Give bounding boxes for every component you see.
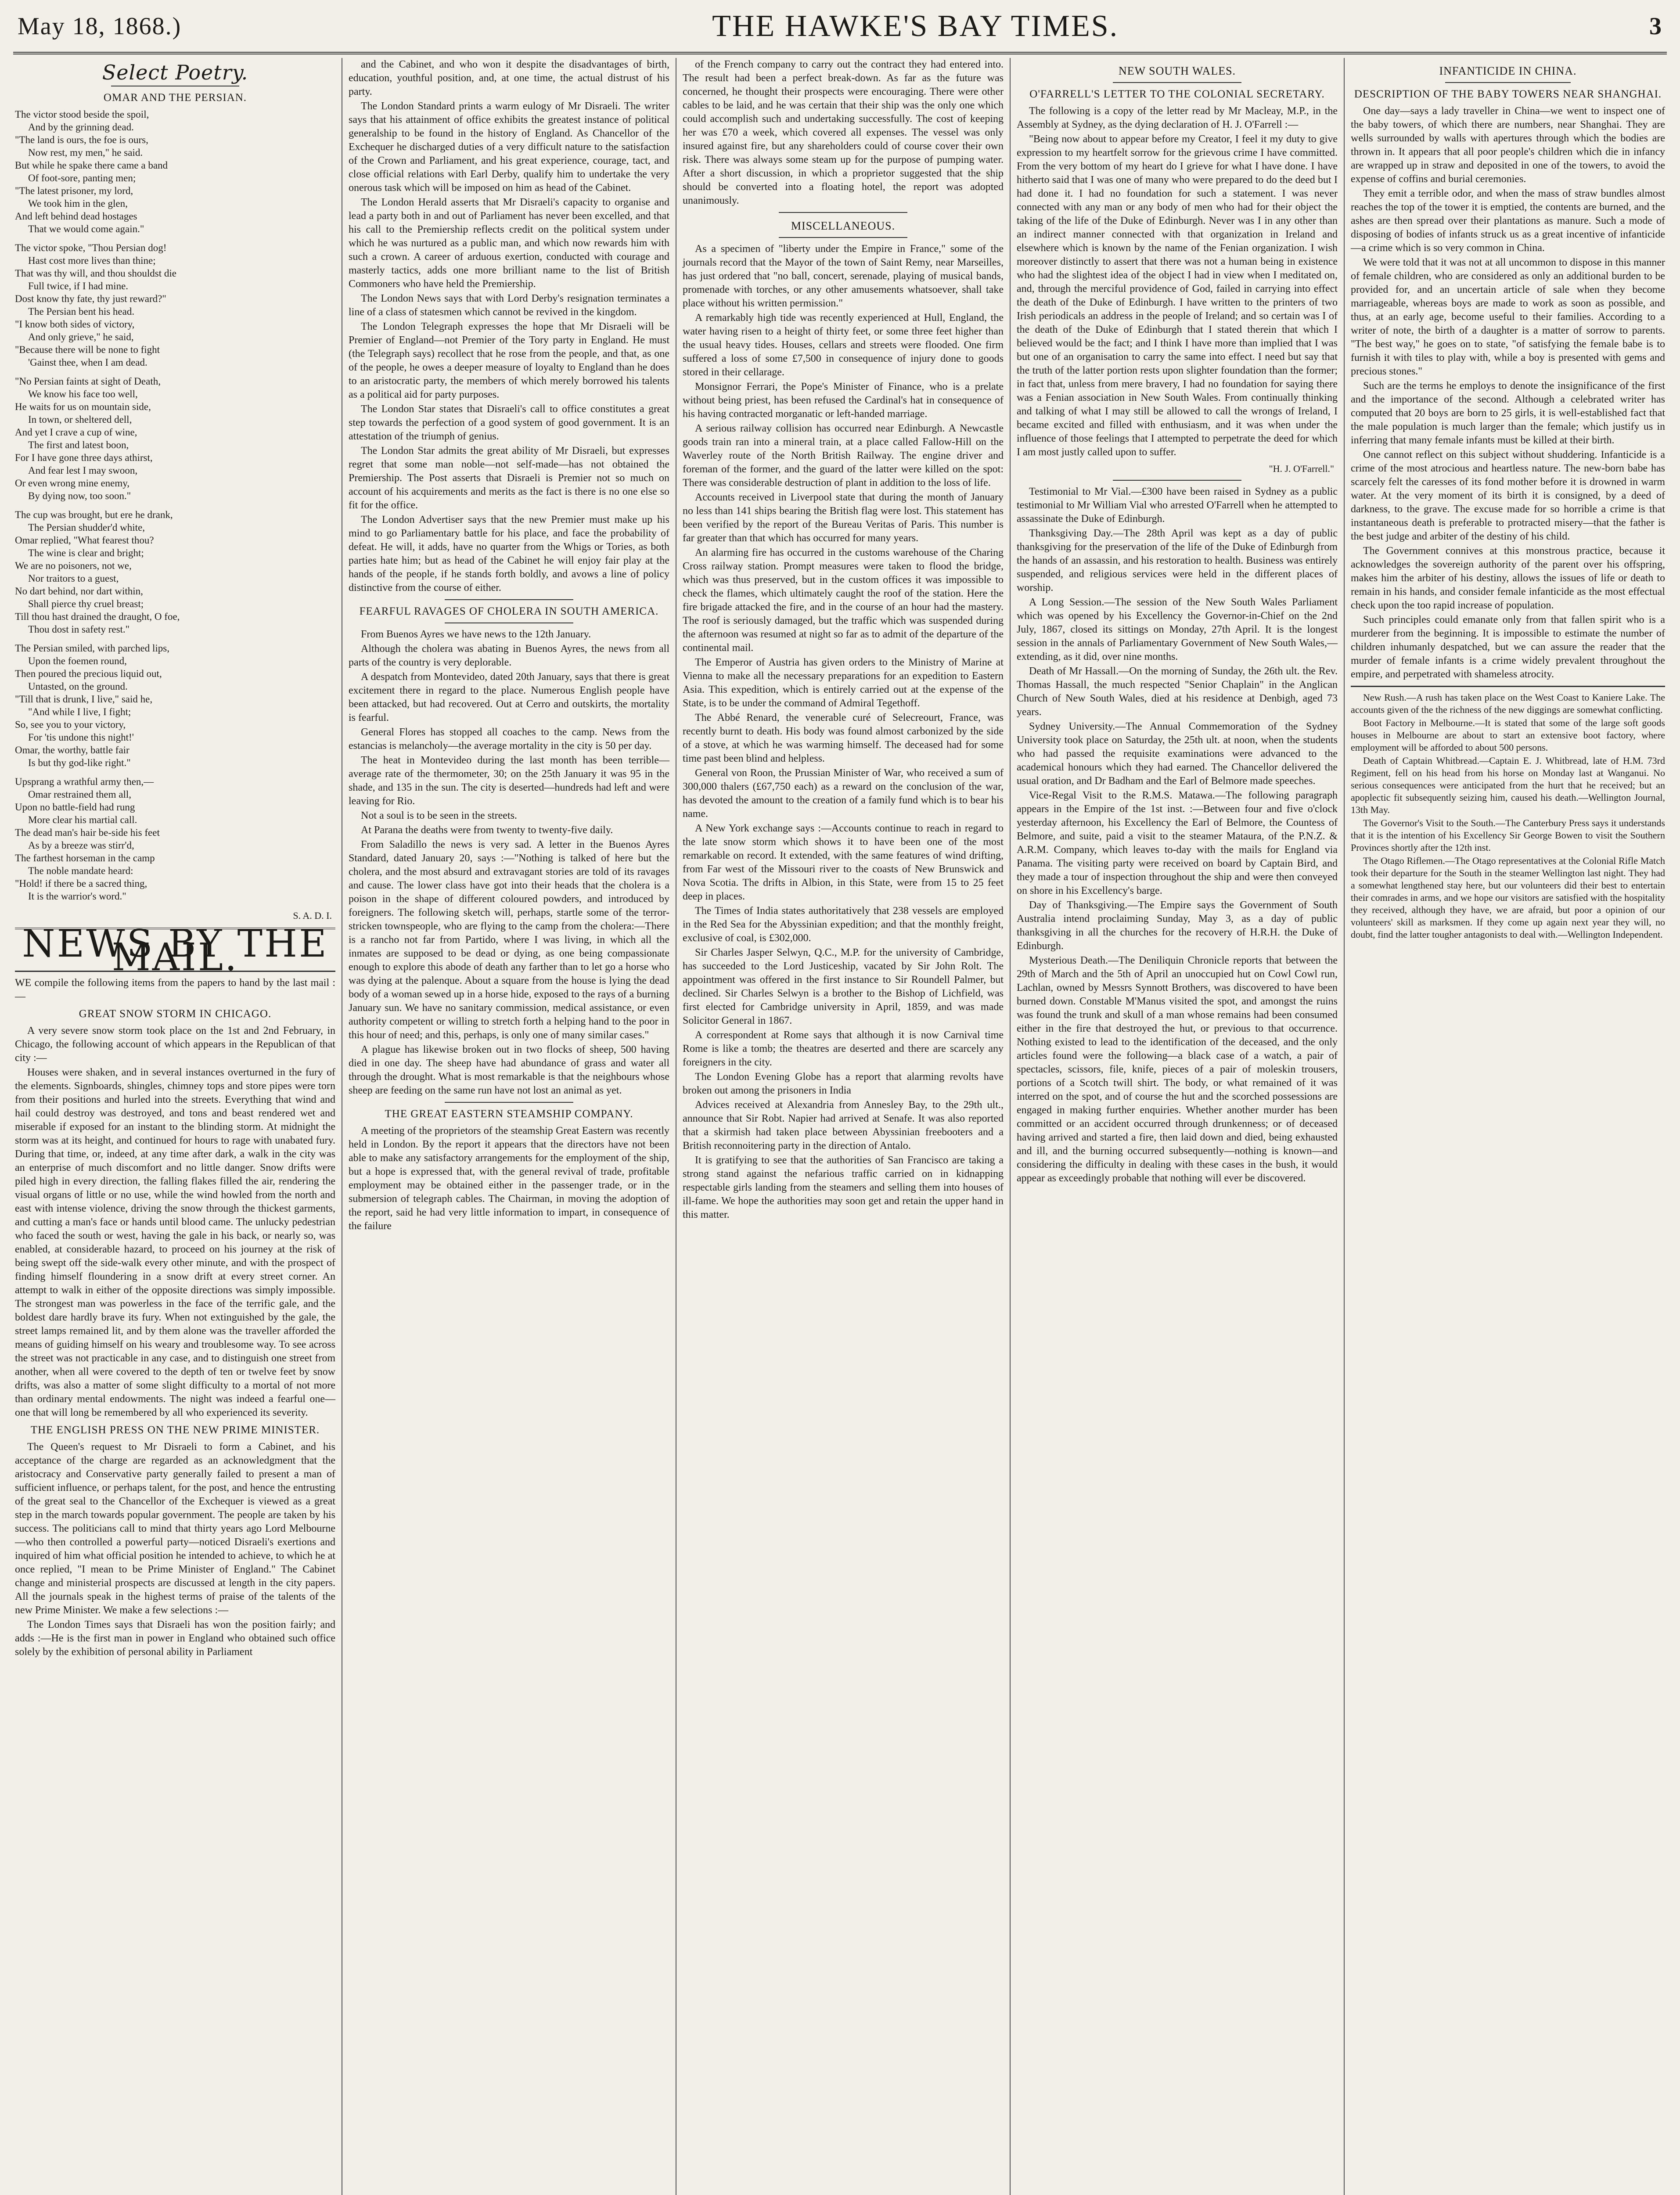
paragraph: Boot Factory in Melbourne.—It is stated that some of the large soft goods houses in Melbourne are about to start an extensive boot factory, where employment will be afforded to about 500 persons. [1351,717,1665,753]
divider [1351,686,1665,687]
paragraph: Such are the terms he employs to denote the insignificance of the first and the importance of the second. Although a celebrated writer has computed that 20 boys are born to 25 girls, it is well-established fact that the male population is much larger than the female; which justify us in inferring that many female infants must be killed at their birth. [1351,380,1665,446]
poem-line: We know his face too well, [28,389,138,399]
poem-line: For I have gone three days athirst, [15,452,153,463]
poem-stanza [15,775,335,903]
paragraph: The Governor's Visit to the South.—The Canterbury Press says it understands that it is the intention of his Excellency Sir George Bowen to visit the Southern Provinces shortly after the 12th inst. [1351,817,1665,853]
paragraph: Advices received at Alexandria from Annesley Bay, to the 29th ult., announce that Sir Robt. Napier had arrived at Senafe. It was also reported that a skirmish had taken place between Abyssinian freebooters and a British reconnoitering party in the direction of Antalo. [683,1099,1004,1151]
paragraph: From Saladillo the news is very sad. A letter in the Buenos Ayres Standard, dated January 20, says :—"Nothing is talked of here but the cholera, and the most absurd and extravagant stories are told of its ravages and cause. The lower class have got into their heads that the cholera is a poison in the shape of different coloured powders, and introduced by foreigners. The following sketch will, perhaps, startle some of the terror-stricken townspeople, who are flying to the camp from the cholera:—There is a rancho not far from Partido, where I was living, in which all the inmates are supposed to be dead or dying, as one being compassionate enough to explore this abode of death any farther than to let go a horse who was dying at the palenque. About a square from the house is lying the dead body of a woman sewed up in a horse hide, exposed to the rays of a burning January sun. We have no sanitary commission, medical assistance, or even authority competent or willing to stretch forth a helping hand to the poor in this hour of need; and this, perhaps, is only one of many similar cases." [349,839,669,1041]
column-5 [1345,58,1671,2195]
paragraph: Monsignor Ferrari, the Pope's Minister of Finance, who is a prelate without being priest, has been refused the Cardinal's hat in consequence of his having contracted morganatic or left-handed marriage. [683,381,1004,420]
poem-line: As by a breeze was stirr'd, [28,840,134,851]
paragraph: Accounts received in Liverpool state that during the month of January no less than 141 ships bearing the British flag were lost. This statement has been verified by the report of the Bureau Veritas of Paris. This number is far greater than that which has occurred for many years. [683,492,1004,544]
poem-line: The victor stood beside the spoil, [15,109,149,120]
paragraph: The Abbé Renard, the venerable curé of Selecreourt, France, was recently burnt to death. His body was found almost carbonized by the side of a stove, at which he was warming himself. The deceased had for some time past been blind and helpless. [683,712,1004,764]
masthead-date: May 18, 1868.) [18,13,182,40]
article-heading: O'FARRELL'S LETTER TO THE COLONIAL SECRETARY. [1029,88,1325,100]
paragraph: Death of Mr Hassall.—On the morning of Sunday, the 26th ult. the Rev. Thomas Hassall, the much respected "Senior Chaplain" in the Anglican Church of New South Wales, died at his residence at Denbigh, aged 73 years. [1017,666,1338,718]
paragraph: The London Telegraph expresses the hope that Mr Disraeli will be Premier of England—not Premier of the Tory party in England. He must (the Telegraph says) recollect that he rose from the people, and that, as one of the people, he owes a deeper measure of loyalty to England than he does to an aristocratic party, the members of which merely borrowed his talents as a political aid for party purposes. [349,321,669,400]
paragraph: The Government connives at this monstrous practice, because it acknowledges the sovereign authority of the parent over his offspring, makes him the arbiter of his destiny, allows the issues of life or death to remain in his hands, and consider female infanticide as the most effectual check upon the too rapid increase of population. [1351,545,1665,611]
page-number: 3 [1649,13,1662,40]
news-intro: WE compile the following items from the papers to hand by the last mail :— [15,977,335,1002]
poem-line: The wine is clear and bright; [28,547,144,558]
poem-line: The noble mandate heard: [28,865,133,876]
poem-line: Untasted, on the ground. [28,681,128,692]
newspaper-title: THE HAWKE'S BAY TIMES. [712,9,1119,43]
divider [779,237,907,238]
paragraph: Sir Charles Jasper Selwyn, Q.C., M.P. for the university of Cambridge, has succeeded to the Lord Justiceship, vacated by Sir John Rolt. The appointment was offered in the first instance to Sir Roundell Palmer, but declined. Sir Charles Selwyn is a brother to the Bishop of Lichfield, was first elected for Cambridge university in April, 1859, and was made Solicitor General in 1867. [683,947,1004,1026]
paragraph: Not a soul is to be seen in the streets. [361,810,517,821]
paragraph: The London Times says that Disraeli has won the position fairly; and adds :—He is the first man in power in England who obtained such office solely by the exhibition of personal ability in Parliament [15,1619,335,1658]
nsw-news-items [1017,485,1338,1185]
paragraph: One cannot reflect on this subject without shuddering. Infanticide is a crime of the most atrocious and heartless nature. The new-born babe has scarcely felt the caresses of its fond mother before it is drowned in warm water. At the very moment of its birth it is consigned, by a deed of darkness, to the grave. The excuse made for so horrible a crime is that instantaneous death is preferable to protracted misery—that the father is the best judge and arbiter of the destiny of his child. [1351,449,1665,542]
poem-line: "No Persian faints at sight of Death, [15,376,161,387]
poem-line: Nor traitors to a guest, [28,573,119,584]
poem-line: And by the grinning dead. [28,122,134,133]
poem-line: Hast cost more lives than thine; [28,255,156,266]
article-heading: GREAT SNOW STORM IN CHICAGO. [79,1008,272,1020]
paragraph: A very severe snow storm took place on the 1st and 2nd February, in Chicago, the following account of which appears in the Republican of that city :— [15,1025,335,1064]
poem-line: "The land is ours, the foe is ours, [15,134,148,145]
paragraph: As a specimen of "liberty under the Empire in France," some of the journals record that the Mayor of the town of Saint Remy, near Marseilles, has just ordered that "no ball, concert, serenade, playing of musical bands, promenade with torches, or any other amusements whatsoever, shall take place without his written permission." [683,243,1004,309]
article-heading: THE GREAT EASTERN STEAMSHIP COMPANY. [385,1108,633,1120]
paragraph: and the Cabinet, and who won it despite the disadvantages of birth, education, youthful position, and, at one time, the actual distrust of his party. [349,59,669,97]
poem-signature: S. A. D. I. [293,910,332,921]
article-great-eastern-continued [683,58,1004,208]
poem [15,108,335,903]
poem-line: "Till that is drunk, I live," said he, [15,694,153,705]
poem-line: "Hold! if there be a sacred thing, [15,878,147,889]
poem-line: The Persian shudder'd white, [28,522,145,533]
poem-line: The cup was brought, but ere he drank, [15,509,173,520]
paragraph: A Long Session.—The session of the New South Wales Parliament which was opened by his Excellency the Governor-in-Chief on the 2nd July, 1867, closed its sittings on Monday, 27th April. It is the longest session in the annals of Parliamentary Government of New South Wales,—extending, as it did, over nine months. [1017,597,1338,662]
paragraph: The Queen's request to Mr Disraeli to form a Cabinet, and his acceptance of the charge are regarded as an acknowledgment that the aristocracy and Conservative party generally failed to present a man of sufficient influence, or perhaps talent, for the post, and hence the entrusting of the great seal to the Chancellor of the Exchequer is viewed as a great step in the march towards popular government. The people are taken by his success. The politicians call to mind that thirty years ago Lord Melbourne—who then controlled a powerful party—noticed Disraeli's exertions and inquired of him what official position he intended to achieve, to which he at once replied, "I mean to be Prime Minister of England." The Cabinet change and ministerial prospects are discussed at length in the city papers. All the journals speak in the highest terms of praise of the talents of the new Prime Minister. We make a few selections :— [15,1441,335,1616]
paragraph: The heat in Montevideo during the last month has been terrible—average rate of the thermometer, 30; on the 25th January it was 95 in the shade, and 135 in the sun. The city is deserted—hundreds had left and were leaving for Rio. [349,755,669,807]
poem-title: OMAR AND THE PERSIAN. [103,92,247,104]
poem-line: "And while I live, I fight; [28,706,131,717]
article-ofarrell-letter [1017,133,1338,459]
news-by-mail-heading: NEWS BY THE MAIL. [22,922,328,979]
paragraph: A remarkably high tide was recently experienced at Hull, England, the water having risen to a height of thirty feet, or some three feet higher than the usual heavy tides. Houses, cellars and streets were flooded. One firm suffered a loss of some £7,500 in consequence of injury done to goods stored in their cellarage. [683,312,1004,378]
article-english-press-continued [349,58,669,595]
paragraph: It is gratifying to see that the authorities of San Francisco are taking a strong stand against the nefarious traffic carried on in kidnapping respectable girls landing from the steamers and selling them into houses of ill-fame. We hope the authorities may soon get and retain the upper hand in this matter. [683,1155,1004,1220]
poem-line: Till thou hast drained the draught, O foe, [15,611,180,622]
divider [1445,82,1571,83]
article-great-eastern [349,1124,669,1233]
column-2 [342,58,676,2195]
column-4 [1011,58,1344,2195]
paragraph: The Otago Riflemen.—The Otago representatives at the Colonial Rifle Match took their departure for the South in the steamer Wellington last night. They had a somewhat lengthened stay here, but our volunteers did their best to entertain their comrades in arms, and we hope our visitors are satisfied with the hospitality they received, although they have, we are afraid, but poor a opinion of our volunteers' skill as marksmen. If they come up again next year they will, no doubt, find the latter tougher antagonists to deal with.—Wellington Independent. [1351,855,1665,940]
divider [1113,480,1241,481]
poem-line: And only grieve," he said, [28,331,134,342]
section-title-poetry: Select Poetry. [102,61,248,84]
poem-line: Shall pierce thy cruel breast; [28,598,144,609]
poem-line: More clear his martial call. [28,814,137,825]
column-1 [9,58,342,2195]
article-english-press [15,1440,335,1659]
poem-line: Thou dost in safety rest." [28,624,130,635]
article-heading: THE ENGLISH PRESS ON THE NEW PRIME MINISTER. [30,1424,320,1436]
poem-stanza [15,508,335,636]
masthead [18,9,1662,44]
divider [779,212,907,213]
paragraph: They emit a terrible odor, and when the mass of straw bundles almost reaches the top of the tower it is emptied, the contents are burned, and the ashes are then spread over their plantations as manure. Such a mode of disposing of bodies of infants struck us as a great incentive of infanticide—a crime which is so very common in China. [1351,188,1665,254]
poem-line: So, see you to your victory, [15,719,126,730]
paragraph: General von Roon, the Prussian Minister of War, who received a sum of 300,000 thalers (£67,750 each) as a reward on the conclusion of the war, has devoted the amount to the creation of a family fund which is to bear his name. [683,767,1004,820]
poem-line: Of foot-sore, panting men; [28,173,136,184]
article-heading: NEW SOUTH WALES. [1118,65,1236,77]
paragraph: Mysterious Death.—The Deniliquin Chronicle reports that between the 29th of March and the 5th of April an unoccupied hut on Cowl Cowl run, Lachlan, owned by Messrs Synnott Brothers, was discovered to have been burned down. Constable M'Manus visited the spot, and amongst the ruins was found the trunk and skull of a man whose remains had been consumed either in the fire that destroyed the hut, or previous to that occurrence. Nothing existed to lead to the identification of the deceased, and the only articles found were the following—a black case of a watch, a pair of spectacles, scissors, file, knife, pieces of a pair of moleskin trousers, portions of a Scotch twill shirt. The body, or what remained of it was interred on the spot, and of course the hut and the scorched possessions are engaged in making further enquiries. Whether another murder has been committed or an accident occurred through drunkenness; or of deceased having arrived and started a fire, then laid down and died, being exhausted and ill, and the burning occurred subsequently—nothing is known—and considering the difficulty in dealing with these cases in the bush, it would appear as exceedingly probable that nothing will ever be discovered. [1017,955,1338,1184]
paragraph: A serious railway collision has occurred near Edinburgh. A Newcastle goods train ran into a mineral train, at a place called Fallow-Hill on the Waverley route of the North British Railway. The engine driver and foreman of the former, and the guard of the latter were killed on the spot: There was considerable destruction of plant in addition to the loss of life. [683,423,1004,489]
paragraph: A meeting of the proprietors of the steamship Great Eastern was recently held in London. By the report it appears that the directors have not been able to make any satisfactory arrangements for the employment of the ship, but a hope is expressed that, with the general revival of trade, profitable employment may be obtained either in the passenger trade, or in the submersion of telegraph cables. The Chairman, in moving the adoption of the report, said he had very little information to impart, in consequence of the failure [349,1125,669,1232]
poem-line: "Because there will be none to fight [15,344,160,355]
poem-line: And yet I crave a cup of wine, [15,427,137,438]
paragraph: We were told that it was not at all uncommon to dispose in this manner of female children, who are considered as only an additional burden to be provided for, and an uncertain article of sale when they become marriageable, whereas boys are made to work as soon as possible, and thus, at an early age, become useful to their families. According to a writer of note, the birth of a daughter is a matter of sorrow to parents. "The best way," he goes on to state, "of satisfying the female babe is to furnish it with tiles to play with, while a boy is presented with gems and precious stones." [1351,257,1665,377]
article-heading: DESCRIPTION OF THE BABY TOWERS NEAR SHANGHAI. [1354,88,1662,100]
paragraph: The Emperor of Austria has given orders to the Ministry of Marine at Vienna to make all the necessary preparations for an expedition to Eastern Asia. This expedition, which is entirely carried out at the expense of the State, is to be under the command of Admiral Tegethoff. [683,657,1004,709]
article-infanticide [1351,104,1665,681]
paragraph: New Rush.—A rush has taken place on the West Coast to Kaniere Lake. The accounts given of the the richness of the new diggings are somewhat conflicting. [1351,692,1665,715]
paragraph: A plague has likewise broken out in two flocks of sheep, 500 having died in one day. The sheep have had abundance of grass and water all through the drought. What is most remarkable is that the neighbours whose sheep are feeding on the same run have not lost an animal as yet. [349,1044,669,1096]
poem-line: The first and latest boon, [28,439,129,450]
poem-stanza [15,108,335,235]
paragraph: Day of Thanksgiving.—The Empire says the Government of South Australia intend proclaiming Sunday, May 3, as a day of public thanksgiving in all the churches for the recovery of H.R.H. the Duke of Edinburgh. [1017,900,1338,952]
paragraph: A New York exchange says :—Accounts continue to reach in regard to the late snow storm which shows it to have been one of the most remarkable on record. It extended, with the same features of wind drifting, from Far west of the Missouri river to the coasts of New Brunswick and Nova Scotia. The drifts in Albion, in this State, were from 15 to 25 feet deep in places. [683,823,1004,902]
article-heading: MISCELLANEOUS. [791,220,896,232]
poem-stanza [15,241,335,369]
divider [1113,82,1241,83]
local-news-items [1351,691,1665,941]
poem-line: No dart behind, nor dart within, [15,586,143,597]
poem-line: Omar, the worthy, battle fair [15,745,130,756]
paragraph: Although the cholera was abating in Buenos Ayres, the news from all parts of the country is very deplorable. [349,643,669,668]
divider [445,1102,573,1103]
poem-line: The dead man's hair be-side his feet [15,827,160,838]
poem-line: "I know both sides of victory, [15,319,135,330]
paragraph: The London News says that with Lord Derby's resignation terminates a line of a class of statesmen which cannot be revived in the kingdom. [349,293,669,318]
paragraph: A correspondent at Rome says that although it is now Carnival time Rome is like a tomb; the theatres are deserted and there are scarcely any foreigners in the city. [683,1029,1004,1068]
paragraph: "Being now about to appear before my Creator, I feel it my duty to give expression to my heartfelt sorrow for the grievous crime I have committed. From the very bottom of my heart do I grieve for what I have done. I have hitherto said that I was one of many who were prepared to do the deed but I had done it. I had no foundation for such a statement. I was never connected with any man or any body of men who had for their object the taking of the life of the Duke of Edinburgh. Never was I in any other than an indirect manner connected with that organization in Ireland and elsewhere which is known by the name of the Fenian organization. I wish moreover distinctly to assert that there was not a human being in existence who had the slightest idea of the object I had in view when I meditated on, and, through the merciful providence of God, failed in carrying into effect the death of the Duke of Edinburgh. I have written to the printers of two Irish periodicals an address in the people of Ireland; and so certain was I of the death of the Duke of Edinburgh that I stated therein that which I believed would be the fact; and I think I have more than implied that I was but one of an organisation to carry the same into effect. I need but say that the truth of the latter portion rests upon slighter foundation than the former; in fact that, unless from mere bravery, I had no foundation for saying there was a Fenian association in New South Wales. From continually thinking and talking of what I may still be allowed to call the wrongs of Ireland, I became excited and filled with enthusiasm, and it was when under the influence of those feelings that I attempted to perpetrate the deed for which I am most justly called upon to suffer. [1017,133,1338,458]
poem-line: Dost know thy fate, thy just reward?" [15,293,166,304]
poem-line: And left behind dead hostages [15,211,137,222]
column-3 [676,58,1010,2195]
paragraph: One day—says a lady traveller in China—we went to inspect one of the baby towers, of which there are numbers, near Shanghai. They are wells surrounded by walls with apertures through which the bodies are thrown in. It appears that all poor people's children which die in infancy are wrapped up in straw and deposited in one of the towers, to avoid the expense of coffins and burial ceremonies. [1351,105,1665,185]
masthead-rule [13,52,1667,54]
poem-line: Omar replied, "What fearest thou? [15,535,154,546]
poem-line: "The latest prisoner, my lord, [15,185,133,196]
paragraph: At Parana the deaths were from twenty to twenty-five daily. [361,824,613,836]
poem-line: We are no poisoners, not we, [15,560,132,571]
letter-signature: "H. J. O'Farrell." [1269,463,1334,474]
poem-line: Full twice, if I had mine. [28,281,129,291]
paragraph: of the French company to carry out the contract they had entered into. The result had been a perfect break-down. As far as the future was concerned, he thought their prospects were encouraging. There were other cables to be laid, and he was certain that their ship was the only one which could accomplish such and undertaking successfully. The cost of keeping her was £70 a week, which covered all expenses. The vessel was only insured against fire, but any shareholders could of course cover their own risk. There was always some steam up for the purpose of pumping water. After a short discussion, in which a proprietor suggested that the ship should be converted into a floating hotel, the report was adopted unanimously. [683,59,1004,206]
poem-line: 'Gainst thee, when I am dead. [28,357,147,368]
paragraph: An alarming fire has occurred in the customs warehouse of the Charing Cross railway station. Prompt measures were taken to flood the bridge, which was thus preserved, but in the custom offices it was impossible to check the flames, which ultimately caught the roof of the station. Here the fire brigade attacked the fire, and in the course of an hour had the mastery. The roof is seriously damaged, but the traffic which was suspended during the afternoon was resumed at night so far as to admit of the departure of the continental mail. [683,547,1004,654]
poem-line: The Persian smiled, with parched lips, [15,643,169,654]
article-miscellaneous [683,242,1004,1222]
poem-line: And fear lest I may swoon, [28,465,138,476]
paragraph: The London Star admits the great ability of Mr Disraeli, but expresses regret that some man noble—not self-made—has not obtained the Premiership. The Post asserts that Disraeli is Premier not so much on account of his acquirements and merits as the fact is there is no one else so fit for the office. [349,445,669,511]
poem-line: The farthest horseman in the camp [15,853,155,864]
poem-line: He waits for us on mountain side, [15,401,151,412]
poem-line: Is but thy god-like right." [28,757,131,768]
poem-line: The victor spoke, "Thou Persian dog! [15,242,167,253]
article-cholera [349,628,669,1098]
paragraph: The London Advertiser says that the new Premier must make up his mind to go Parliamentary battle for his place, and face the probability of defeat. He will, it adds, have no quarter from the Whigs or Tories, as both parties hate him; but as head of the Cabinet he will enjoy fair play at the hands of the people, if he stands forth boldly, and avows a line of policy distinctive from the course of either. [349,514,669,594]
poem-line: That we would come again." [28,223,144,234]
paragraph: Sydney University.—The Annual Commemoration of the Sydney University took place on Saturday, the 25th ult. at noon, when the students who had passed the requisite examinations were advanced to the academical honours which they had earned. The Chancellor delivered the usual oration, and Dr Badham and the Earl of Belmore made speeches. [1017,721,1338,787]
poem-line: Omar restrained them all, [28,789,132,800]
poem-line: The Persian bent his head. [28,306,135,317]
article-heading: FEARFUL RAVAGES OF CHOLERA IN SOUTH AMERICA. [359,605,659,617]
poem-line: We took him in the glen, [28,198,128,209]
paragraph: Testimonial to Mr Vial.—£300 have been raised in Sydney as a public testimonial to Mr William Vial who arrested O'Farrell when he attempted to assassinate the Duke of Edinburgh. [1017,486,1338,525]
paragraph: Vice-Regal Visit to the R.M.S. Matawa.—The following paragraph appears in the Empire of the 1st inst. :—Between four and five o'clock yesterday afternoon, his Excellency the Earl of Belmore, the Countess of Belmore, and suite, paid a visit to the steamer Mataura, of the P.N.Z. & A.R.M. Company, which leaves to-day with the mails for England via Panama. The visiting party were received on board by Captain Bird, and they made a tour of inspection throughout the ship and were then conveyed on shore in his Excellency's barge. [1017,790,1338,896]
poem-stanza [15,375,335,502]
divider [445,599,573,600]
paragraph: A despatch from Montevideo, dated 20th January, says that there is great excitement there in regard to the place. Numerous English people have been attacked, but had recovered. Out at Cerro and outskirts, the mortality is fearful. [349,671,669,723]
paragraph: Death of Captain Whitbread.—Captain E. J. Whitbread, late of H.M. 73rd Regiment, fell on his head from his horse on Monday last at Wanganui. No serious consequences were anticipated from the hurt that he received; but an apoplectic fit subsequently seizing him, caused his death.—Wellington Journal, 13th May. [1351,755,1665,815]
paragraph: The London Evening Globe has a report that alarming revolts have broken out among the prisoners in India [683,1071,1004,1096]
poem-line: Upon no battle-field had rung [15,802,135,813]
article-heading: INFANTICIDE IN CHINA. [1439,65,1577,77]
poem-line: Upsprang a wrathful army then,— [15,776,154,787]
poem-line: In town, or sheltered dell, [28,414,132,425]
poem-line: Then poured the precious liquid out, [15,668,162,679]
poem-line: Or even wrong mine enemy, [15,478,130,489]
poem-line: That was thy will, and thou shouldst die [15,268,176,279]
poem-line: By dying now, too soon." [28,490,131,501]
poem-line: For 'tis undone this night!' [28,732,134,743]
poem-line: Upon the foemen round, [28,655,127,666]
paragraph: From Buenos Ayres we have news to the 12th January. [361,629,591,640]
paragraph: The Times of India states authoritatively that 238 vessels are employed in the Red Sea for the Abyssinian expedition; and that the monthly freight, exclusive of coal, is £302,000. [683,905,1004,944]
paragraph: General Flores has stopped all coaches to the camp. News from the estancias is melancholy—the average mortality in the city is 50 per day. [349,727,669,752]
letter-intro: The following is a copy of the letter read by Mr Macleay, M.P., in the Assembly at Sydney, as the dying declaration of H. J. O'Farrell :— [1017,105,1338,130]
paragraph: The London Standard prints a warm eulogy of Mr Disraeli. The writer says that his attainment of office exhibits the greatest instance of political generalship to be found in the history of England. As Chancellor of the Exchequer he discharged duties of a very difficult nature to the satisfaction of the Crown and Parliament, and his great experience, courage, tact, and close official relations with Earl Derby, qualify him to undertake the very onerous task which will be imposed on him as head of the Cabinet. [349,101,669,194]
paragraph: Thanksgiving Day.—The 28th April was kept as a day of public thanksgiving for the preservation of the life of the Duke of Edinburgh from the hands of an assassin, and his restoration to health. Business was entirely suspended, and religious services were held in the different places of worship. [1017,528,1338,594]
paragraph: Such principles could emanate only from that fallen spirit who is a murderer from the beginning. It is impossible to estimate the number of children inhumanly despatched, but we can assure the reader that the murder of female infants is a crime widely prevalent throughout the empire, and perpetrated with shameless atrocity. [1351,614,1665,680]
poem-line: Now rest, my men," he said. [28,147,143,158]
article-snow-storm [15,1024,335,1420]
poem-line: It is the warrior's word." [28,891,126,902]
paragraph: The London Star states that Disraeli's call to office constitutes a great step towards the perfection of a good system of good government. It is an attestation of the triumph of genius. [349,403,669,442]
poem-stanza [15,642,335,769]
paragraph: Houses were shaken, and in several instances overturned in the fury of the elements. Signboards, shingles, chimney tops and store pipes were torn from their positions and hurled into the streets. Everything that wind and hail could destroy was destroyed, and tons and beast rendered wet and miserable if exposed for an instant to the blinding storm. At midnight the storm was at its height, and continued for hours to rage with unabated fury. During that time, or, indeed, at any time after dark, a walk in the city was an enterprise of much discomfort and no little danger. Snow drifts were piled high in every direction, the falling flakes filled the air, rendering the visual organs of little or no use, while the wind howled from the north and east with intense violence, driving the snow through the thickest garments, and cutting a man's face or hands until blood came. The unlucky pedestrian who faced the south or west, having the gale in his back, or nearly so, was enabled, at considerable hazard, to proceed on his journey at the risk of being swept off the side-walk every other minute, and with the prospect of finding himself floundering in a snow drift at every street corner. An attempt to walk in either of the opposite directions was simply impossible. The strongest man was powerless in the face of the terrific gale, and the boldest dare hardly brave its fury. When not extinguished by the gale, the street lamps remained lit, and by them alone was the traveller afforded the means of guiding himself on his weary and troublesome way. To see across the street was not practicable in any case, and to distinguish one street from another, when all were covered to the depth of ten or twelve feet by snow drifts, was also a matter of some slight difficulty to a mortal of not more than ordinary mental endowments. The night was indeed a fearful one—one that will long be remembered by all who experienced its severity. [15,1067,335,1418]
poem-line: But while he spake there came a band [15,160,168,171]
paragraph: The London Herald asserts that Mr Disraeli's capacity to organise and lead a party both in and out of Parliament has never been excelled, and that his call to the Premiership reflects credit on the political system under which he was nurtured as a public man, and which now rewards him with such a crown. A career of arduous exertion, conducted with courage and masterly tactics, adds one more brilliant name to the list of British Commoners who have held the Premiership. [349,197,669,290]
